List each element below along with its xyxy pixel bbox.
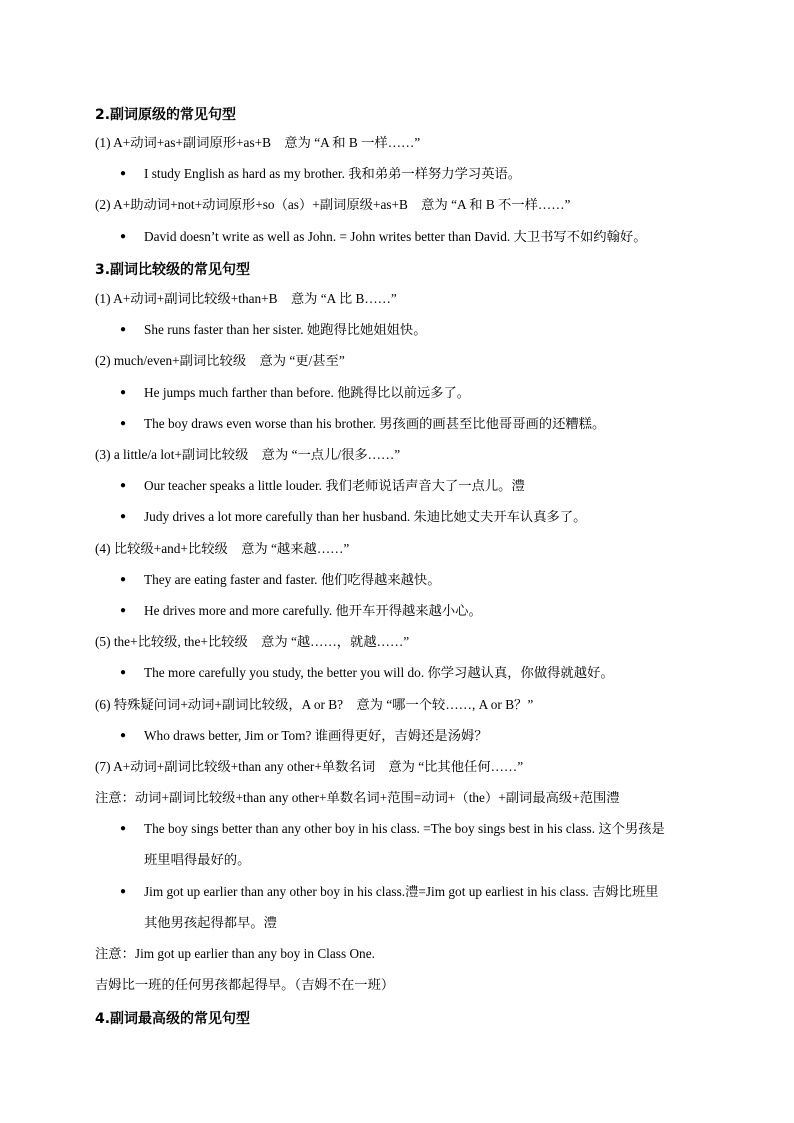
note-line: 吉姆比一班的任何男孩都起得早。（吉姆不在一班） — [95, 977, 395, 992]
pattern-3-6: (6) 特殊疑问词+动词+副词比较级，A or B? 意为 “哪一个较……, A or B？” — [95, 697, 534, 712]
example-continuation: 其他男孩起得都早。澧 — [144, 915, 277, 930]
bullet-icon: ● — [120, 324, 127, 335]
example-sentence: The boy draws even worse than his brother. 男孩画的画甚至比他哥哥画的还糟糕。 — [144, 416, 606, 431]
bullet-icon: ● — [120, 667, 127, 678]
bullet-icon: ● — [120, 823, 127, 834]
example-sentence: I study English as hard as my brother. 我和弟弟一样努力学习英语。 — [144, 166, 522, 181]
pattern-3-5: (5) the+比较级, the+比较级 意为 “越……，就越……” — [95, 634, 410, 649]
bullet-icon: ● — [120, 387, 127, 398]
pattern-3-3: (3) a little/a lot+副词比较级 意为 “一点儿/很多……” — [95, 447, 401, 462]
pattern-3-1: (1) A+动词+副词比较级+than+B 意为 “A 比 B……” — [95, 291, 397, 306]
example-sentence: David doesn’t write as well as John. = John writes better than David. 大卫书写不如约翰好。 — [144, 229, 647, 244]
section-4-title: 4.副词最高级的常见句型 — [95, 1011, 251, 1027]
example-sentence: He drives more and more carefully. 他开车开得越来越小心。 — [144, 603, 482, 618]
example-sentence: He jumps much farther than before. 他跳得比以前远多了。 — [144, 385, 471, 400]
example-sentence: Our teacher speaks a little louder. 我们老师说话声音大了一点儿。澧 — [144, 478, 525, 493]
bullet-icon: ● — [120, 730, 127, 741]
bullet-icon: ● — [120, 605, 127, 616]
section-3-title: 3.副词比较级的常见句型 — [95, 262, 251, 278]
example-continuation: 班里唱得最好的。 — [144, 852, 251, 867]
bullet-icon: ● — [120, 480, 127, 491]
example-sentence: Who draws better, Jim or Tom? 谁画得更好，吉姆还是汤姆？ — [144, 728, 488, 743]
section-2-title: 2.副词原级的常见句型 — [95, 107, 237, 123]
example-sentence: She runs faster than her sister. 她跑得比她姐姐快。 — [144, 322, 427, 337]
example-sentence: Judy drives a lot more carefully than her husband. 朱迪比她丈夫开车认真多了。 — [144, 509, 587, 524]
bullet-icon: ● — [120, 231, 127, 242]
pattern-2-2: (2) A+助动词+not+动词原形+so（as）+副词原级+as+B 意为 “A 和 B 不一样……” — [95, 197, 571, 212]
pattern-2-1: (1) A+动词+as+副词原形+as+B 意为 “A 和 B 一样……” — [95, 135, 421, 150]
example-sentence: Jim got up earlier than any other boy in his class.澧=Jim got up earliest in his class. 吉姆比班里 — [144, 884, 659, 899]
pattern-3-7: (7) A+动词+副词比较级+than any other+单数名词 意为 “比其他任何……” — [95, 759, 524, 774]
note-line: 注意：Jim got up earlier than any boy in Class One. — [95, 946, 375, 961]
note-line: 注意：动词+副词比较级+than any other+单数名词+范围=动词+（the）+副词最高级+范围澧 — [95, 790, 620, 805]
bullet-icon: ● — [120, 574, 127, 585]
pattern-3-2: (2) much/even+副词比较级 意为 “更/甚至” — [95, 353, 345, 368]
bullet-icon: ● — [120, 511, 127, 522]
bullet-icon: ● — [120, 168, 127, 179]
example-sentence: They are eating faster and faster. 他们吃得越来越快。 — [144, 572, 441, 587]
bullet-icon: ● — [120, 886, 127, 897]
example-sentence: The boy sings better than any other boy in his class. =The boy sings best in his class. 这个男孩是 — [144, 821, 665, 836]
pattern-3-4: (4) 比较级+and+比较级 意为 “越来越……” — [95, 541, 350, 556]
bullet-icon: ● — [120, 418, 127, 429]
example-sentence: The more carefully you study, the better you will do. 你学习越认真，你做得就越好。 — [144, 665, 614, 680]
